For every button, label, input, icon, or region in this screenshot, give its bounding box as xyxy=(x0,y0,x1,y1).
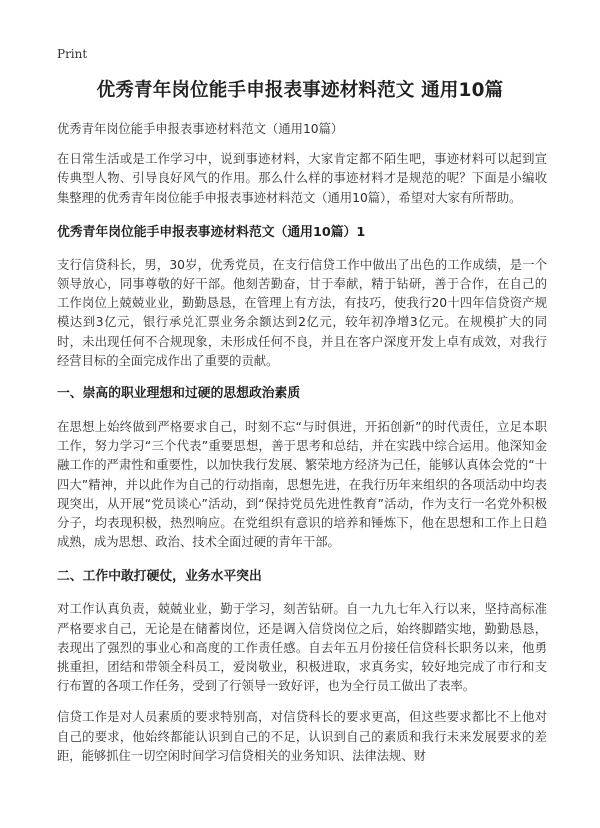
body-paragraph-1: 支行信贷科长，男，30岁，优秀党员，在支行信贷工作中做出了出色的工作成绩，是一个领导放心，同事尊敬的好干部。他刻苦勤奋，甘于奉献，精于钻研，善于合作，在自己的工作岗位上兢兢业业，勤勤恳恳，在管理上有方法，有技巧，使我行20十四年信贷资产规模达到3亿元，银行承兑汇票业务余额达到2亿元，较年初净增3亿元。在规模扩大的同时，未出现任何不合规现象，未形成任何不良，并且在客户深度开发上卓有成效，对我行经营目标的全面完成作出了重要的贡献。 xyxy=(57,257,547,368)
print-label[interactable]: Print xyxy=(57,47,88,61)
document-body xyxy=(57,120,547,766)
section-heading-2: 二、工作中敢打硬仗，业务水平突出 xyxy=(57,569,262,585)
section-title: 优秀青年岗位能手申报表事迹材料范文（通用10篇）1 xyxy=(57,224,366,240)
document-title: 优秀青年岗位能手申报表事迹材料范文 通用10篇 xyxy=(96,80,504,101)
section-heading-1: 一、崇高的职业理想和过硬的思想政治素质 xyxy=(57,386,301,402)
document-subtitle: 优秀青年岗位能手申报表事迹材料范文（通用10篇） xyxy=(57,122,344,136)
intro-paragraph: 在日常生活或是工作学习中，说到事迹材料，大家肯定都不陌生吧，事迹材料可以起到宣传典型人物、引导良好风气的作用。那么什么样的事迹材料才是规范的呢？下面是小编收集整理的优秀青年岗位能手申报表事迹材料范文（通用10篇），希望对大家有所帮助。 xyxy=(57,152,547,205)
body-paragraph-4: 信贷工作是对人员素质的要求特别高，对信贷科长的要求更高，但这些要求都比不上他对自己的要求，他始终都能认识到自己的不足，认识到自己的素质和我行未来发展要求的差距，能够抓住一切空闲时间学习信贷相关的业务知识、法律法规、财 xyxy=(57,710,547,763)
body-paragraph-2: 在思想上始终做到严格要求自己，时刻不忘“与时俱进，开拓创新”的时代责任，立足本职工作，努力学习“三个代表”重要思想，善于思考和总结，并在实践中综合运用。他深知金融工作的严肃性和重要性，以加快我行发展、繁荣地方经济为己任，能够认真体会党的“十四大”精神，并以此作为自己的行动指南，思想先进，在我行历年来组织的各项活动中均表现突出，从开展“党员谈心”活动，到“保持党员先进性教育”活动，作为支行一名党外积极分子，均表现积极，热烈响应。在党组织有意识的培养和锤炼下，他在思想和工作上日趋成熟，成为思想、政治、技术全面过硬的青年干部。 xyxy=(57,420,547,550)
body-paragraph-3: 对工作认真负责，兢兢业业，勤于学习，刻苦钻研。自一九九七年入行以来，坚持高标准严格要求自己，无论是在储蓄岗位，还是调入信贷岗位之后，始终脚踏实地，勤勤恳恳，表现出了强烈的事业心和高度的工作责任感。自去年五月份接任信贷科长职务以来，他勇挑重担，团结和带领全科员工，爱岗敬业，积极进取，求真务实，较好地完成了市行和支行布置的各项工作任务，受到了行领导一致好评，也为全行员工做出了表率。 xyxy=(57,602,547,694)
